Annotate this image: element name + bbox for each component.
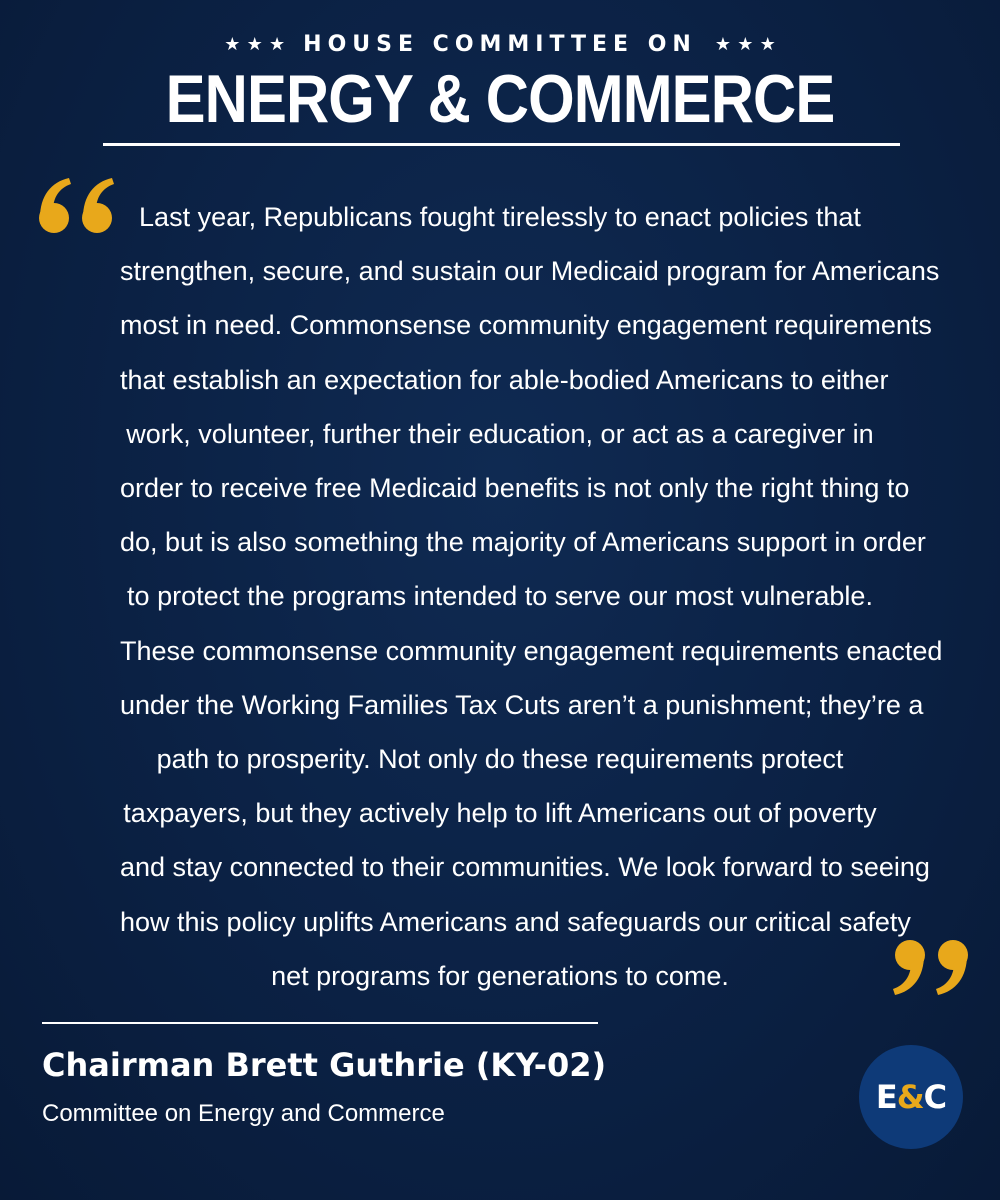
quote-line: order to receive free Medicaid benefits is not only the right thing to [120, 473, 910, 504]
brand-title: ENERGY & COMMERCE [165, 61, 835, 137]
speaker-title: Committee on Energy and Commerce [42, 1100, 445, 1127]
header-kicker [0, 30, 1000, 60]
quote-line: Last year, Republicans fought tirelessly to enact policies that [139, 202, 861, 232]
quote-line: do, but is also something the majority of Americans support in order [120, 527, 926, 558]
close-quote-icon [888, 937, 970, 997]
quote-line: work, volunteer, further their education, or act as a caregiver in [126, 418, 874, 449]
quote-line: strengthen, secure, and sustain our Medicaid program for Americans [120, 256, 940, 287]
logo-letter-e: E [875, 1078, 897, 1116]
speaker-name: Chairman Brett Guthrie (KY-02) [42, 1046, 607, 1084]
header-divider [103, 143, 900, 146]
logo-letter-c: C [923, 1078, 947, 1116]
quote-line: most in need. Commonsense community engagement requirements [120, 310, 932, 341]
header [0, 30, 1000, 137]
footer-divider [42, 1022, 598, 1024]
quote-line: under the Working Families Tax Cuts aren’t a punishment; they’re a [120, 689, 924, 720]
logo-text [876, 1078, 946, 1116]
quote-line: that establish an expectation for able-bodied Americans to either [120, 364, 889, 395]
kicker-text: HOUSE COMMITTEE ON [303, 32, 697, 57]
stars-right-icon: ★ ★ ★ [714, 34, 776, 55]
quote-body [120, 190, 943, 1003]
stars-left-icon: ★ ★ ★ [224, 34, 286, 55]
ec-logo [859, 1045, 963, 1149]
quote-line: net programs for generations to come. [271, 960, 729, 991]
quote-line: how this policy uplifts Americans and safeguards our critical safety [120, 906, 911, 937]
open-quote-icon [37, 176, 119, 236]
quote-line: taxpayers, but they actively help to lift Americans out of poverty [123, 798, 877, 829]
quote-line: path to prosperity. Not only do these requirements protect [156, 744, 844, 775]
quote-line: and stay connected to their communities. We look forward to seeing [120, 852, 930, 883]
quote-line: to protect the programs intended to serve our most vulnerable. [127, 581, 873, 612]
quote-line: These commonsense community engagement requirements enacted [120, 635, 943, 666]
logo-ampersand: & [896, 1078, 924, 1116]
